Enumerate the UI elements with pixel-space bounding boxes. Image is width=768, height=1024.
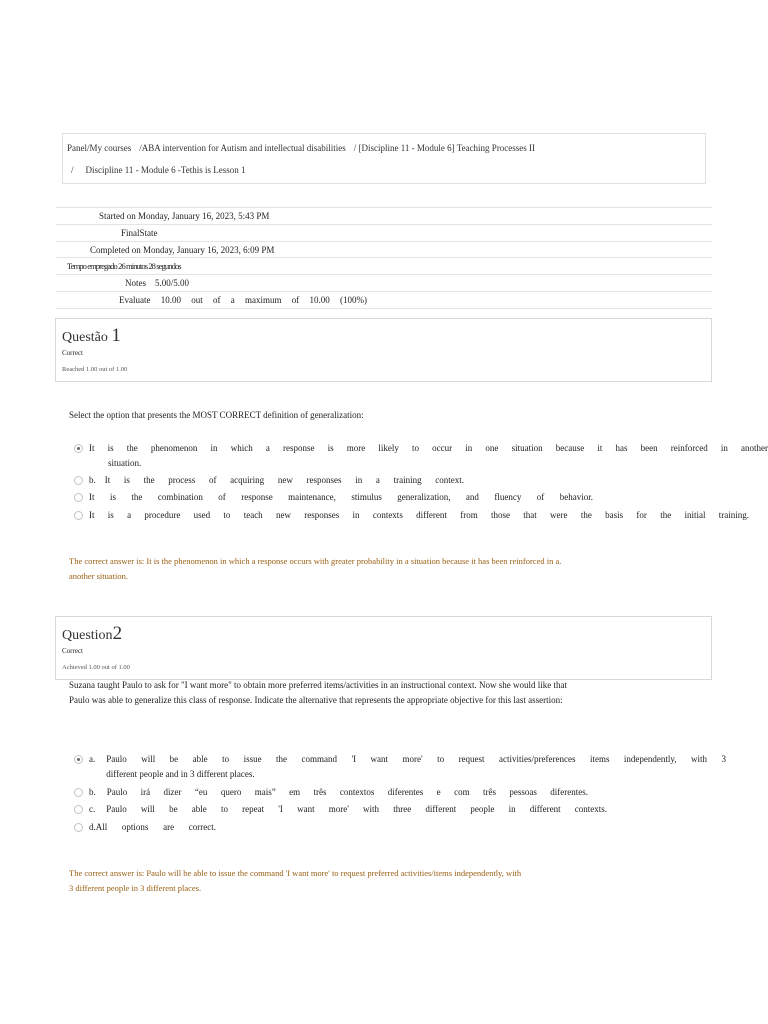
q1-option-a[interactable] xyxy=(74,441,768,471)
question-2-prompt xyxy=(69,678,567,708)
q2-option-d-radio[interactable] xyxy=(74,823,83,832)
breadcrumb-item-my-courses[interactable]: Panel/My courses xyxy=(67,143,132,153)
summary-row-evaluate xyxy=(56,292,712,309)
breadcrumb-item-lesson[interactable]: Discipline 11 - Module 6 -Tethis is Lesson 1 xyxy=(85,165,246,175)
question-1-info xyxy=(55,318,712,382)
question-2-prompt-line-2: Paulo was able to generalize this class of response. Indicate the alternative that represents the appropriate objective for this last assertion: xyxy=(69,695,563,705)
summary-row-time xyxy=(56,258,712,275)
evaluate-text: Evaluate 10.00 out of a maximum of 10.00 (100%) xyxy=(119,294,367,305)
breadcrumb-item-course[interactable]: /ABA intervention for Autism and intellectual disabilities xyxy=(139,143,346,153)
q2-option-c[interactable] xyxy=(74,802,607,817)
question-2-feedback-line-1: The correct answer is: Paulo will be able to issue the command 'I want more' to request preferred activities/items independently, with xyxy=(69,868,522,878)
question-1-number: 1 xyxy=(111,325,121,346)
q1-option-a-text-cont: situation. xyxy=(108,458,142,468)
question-1-prompt: Select the option that presents the MOST CORRECT definition of generalization: xyxy=(69,410,364,420)
time-spent-text: Tempo empregado 26 minutos 28 segundos xyxy=(67,261,181,272)
q2-option-b-radio[interactable] xyxy=(74,788,83,797)
notes-text: Notes 5.00/5.00 xyxy=(125,278,189,289)
q1-option-a-text: It is the phenomenon in which a response is more likely to occur in one situation because it has been reinforced in another xyxy=(89,443,768,453)
breadcrumb-line-1 xyxy=(67,143,535,153)
question-2-prompt-line-1: Suzana taught Paulo to ask for "I want more" to obtain more preferred items/activities in an instructional context. Now she would like that xyxy=(69,680,567,690)
q2-option-a-text-cont: different people and in 3 different places. xyxy=(106,769,255,779)
q1-option-d-radio[interactable] xyxy=(74,511,83,520)
summary-row-completed xyxy=(56,242,712,259)
q2-option-a-radio[interactable] xyxy=(74,755,83,764)
breadcrumb-separator: / xyxy=(71,165,74,175)
question-1-title: Questão 1 xyxy=(62,325,121,346)
q2-option-c-letter: c. xyxy=(89,804,96,814)
q2-option-a-letter: a. xyxy=(89,754,96,764)
completed-text: Completed on Monday, January 16, 2023, 6:09 PM xyxy=(90,244,275,255)
q1-option-d-text: It is a procedure used to teach new responses in contexts different from those that were the basis for the initial training. xyxy=(89,510,749,520)
q2-option-c-text: Paulo will be able to repeat 'I want more' with three different people in different contexts. xyxy=(106,804,607,814)
breadcrumb xyxy=(62,133,706,184)
q1-option-b-text: It is the process of acquiring new responses in a training context. xyxy=(104,475,464,485)
question-2-grade: Achieved 1.00 out of 1.00 xyxy=(62,664,130,671)
q2-option-b[interactable] xyxy=(74,785,588,800)
attempt-summary xyxy=(56,207,712,309)
summary-row-state xyxy=(56,225,712,242)
q1-option-b-letter: b. xyxy=(89,475,96,485)
q1-option-a-radio[interactable] xyxy=(74,444,83,453)
q1-option-c[interactable] xyxy=(74,490,593,505)
q2-option-a-text: Paulo will be able to issue the command 'I want more' to request activities/preferences items independently, with 3 xyxy=(106,754,726,764)
breadcrumb-item-module[interactable]: / [Discipline 11 - Module 6] Teaching Processes II xyxy=(353,143,536,153)
question-1-feedback xyxy=(69,554,561,584)
breadcrumb-line-2 xyxy=(71,165,246,175)
question-2-title: Question2 xyxy=(62,623,123,644)
question-1-feedback-line-1: The correct answer is: It is the phenomenon in which a response occurs with greater probability in a situation because it has been reinforced in a. xyxy=(69,556,562,566)
q2-option-a[interactable] xyxy=(74,752,726,782)
q1-option-c-text: It is the combination of response maintenance, stimulus generalization, and fluency of behavior. xyxy=(89,492,593,502)
q1-option-d[interactable] xyxy=(74,508,749,523)
question-1-state: Correct xyxy=(62,349,83,357)
q1-option-b-radio[interactable] xyxy=(74,476,83,485)
question-1-grade: Reached 1.00 out of 1.00 xyxy=(62,366,128,373)
summary-row-started xyxy=(56,208,712,225)
summary-row-notes xyxy=(56,275,712,292)
question-2-feedback xyxy=(69,866,521,896)
q1-option-b[interactable] xyxy=(74,473,464,488)
q2-option-d[interactable] xyxy=(74,820,216,835)
q2-option-c-radio[interactable] xyxy=(74,805,83,814)
q2-option-b-text: Paulo irá dizer “eu quero mais” em três contextos diferentes e com três pessoas diferentes. xyxy=(106,787,588,797)
started-text: Started on Monday, January 16, 2023, 5:43 PM xyxy=(99,211,270,221)
state-text: FinalState xyxy=(121,227,158,238)
question-2-info xyxy=(55,616,712,680)
question-2-feedback-line-2: 3 different people in 3 different places. xyxy=(69,883,202,893)
question-2-state: Correct xyxy=(62,647,83,655)
question-1-feedback-line-2: another situation. xyxy=(69,571,129,581)
q2-option-b-letter: b. xyxy=(89,787,96,797)
q1-option-c-radio[interactable] xyxy=(74,493,83,502)
q2-option-d-text: d.All options are correct. xyxy=(89,822,216,832)
question-2-number: 2 xyxy=(112,623,123,644)
